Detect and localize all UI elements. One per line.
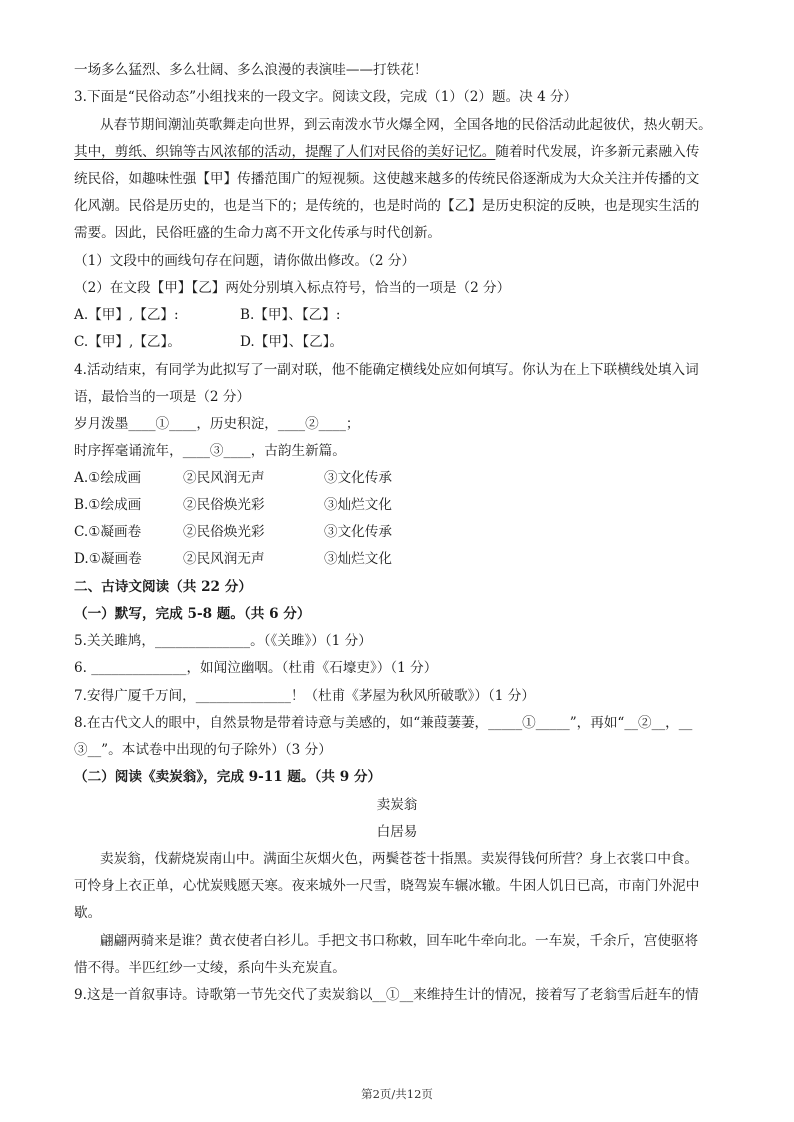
page-footer: 第2页/共12页 xyxy=(361,1087,433,1101)
question-4-stem: 语，最恰当的一项是（2 分） xyxy=(74,389,251,405)
option-d-2: ②民风润无声 xyxy=(183,551,265,567)
question-8: 8.在古代文人的眼中，自然景物是带着诗意与美感的，如“兼葭萋萋，_____①_____”，再如“__②__，__ xyxy=(74,715,693,731)
option-b-3: ③灿烂文化 xyxy=(324,497,392,513)
passage-line: 从春节期间潮汕英歌舞走向世界，到云南泼水节火爆全网，全国各地的民俗活动此起彼伏，热火朝天。 xyxy=(100,117,712,133)
option-d: D.①凝画卷 xyxy=(74,551,142,567)
passage-line: 统民俗，如趣味性强【甲】传播范围广的短视频。这使越来越多的传统民俗逐渐成为大众关注并传播的文 xyxy=(74,171,700,187)
option-a-3: ③文化传承 xyxy=(324,470,392,486)
option-a: A.①绘成画 xyxy=(74,470,142,486)
text-line: 一场多么猛烈、多么壮阔、多么浪漫的表演哇——打铁花！ xyxy=(74,62,428,78)
poem-author: 白居易 xyxy=(376,824,418,840)
option-a-2: ②民风润无声 xyxy=(183,470,265,486)
poem-line: 可怜身上衣正单，心忧炭贱愿天寒。夜来城外一尺雪，晓驾炭车辗冰辙。牛困人饥日已高，市南门外泥中 xyxy=(74,878,700,894)
couplet-line-1: 岁月泼墨____①____，历史积淀，____②____； xyxy=(74,416,360,432)
subsection-heading: （二）阅读《卖炭翁》，完成 9-11 题。（共 9 分） xyxy=(74,769,382,785)
option-c-2: ②民俗焕光彩 xyxy=(183,524,265,540)
poem-line: 惜不得。半匹红纱一丈绫，系向牛头充炭直。 xyxy=(74,960,346,976)
poem-title: 卖炭翁 xyxy=(376,797,418,813)
underlined-sentence: 其中，剪纸、织锦等古风浓郁的活动，提醒了人们对民俗的美好记忆。 xyxy=(74,144,496,160)
option-d-3: ③灿烂文化 xyxy=(324,551,392,567)
passage-line xyxy=(74,142,728,162)
question-3-part-2: （2）在文段【甲】【乙】两处分别填入标点符号，恰当的一项是（2 分） xyxy=(74,280,511,296)
poem-line: 翩翩两骑来是谁？黄衣使者白衫儿。手把文书口称敕，回车叱牛牵向北。一车炭，千余斤，宫使驱将 xyxy=(100,933,699,949)
question-9: 9.这是一首叙事诗。诗歌第一节先交代了卖炭翁以__①__来维持生计的情况，接着写了老翁雪后赶车的情 xyxy=(74,987,699,1003)
option-b: B.①绘成画 xyxy=(74,497,142,513)
question-3-part-1: （1）文段中的画线句存在问题，请你做出修改。（2 分） xyxy=(74,253,416,269)
poem-line: 卖炭翁，伐薪烧炭南山中。满面尘灰烟火色，两鬓苍苍十指黑。卖炭得钱何所营？身上衣裳口中食。 xyxy=(100,851,699,867)
poem-line: 歇。 xyxy=(74,905,102,921)
option-b: B.【甲】、【乙】: xyxy=(240,307,341,323)
option-c: C.①凝画卷 xyxy=(74,524,142,540)
couplet-line-2: 时序挥毫诵流年，____③____，古韵生新篇。 xyxy=(74,443,346,459)
option-d: D.【甲】、【乙】。 xyxy=(240,334,344,350)
section-heading: 二、古诗文阅读（共 22 分） xyxy=(74,579,252,595)
passage-text: 随着时代发展，许多新元素融入传 xyxy=(495,144,700,160)
question-7: 7.安得广厦千万间，______________！（杜甫《茅屋为秋风所破歌》）（1 分） xyxy=(74,688,535,704)
question-6: 6. ______________，如闻泣幽咽。（杜甫《石壕吏》）（1 分） xyxy=(74,660,438,676)
option-b-2: ②民俗焕光彩 xyxy=(183,497,265,513)
option-c-3: ③文化传承 xyxy=(324,524,392,540)
option-a: A.【甲】,【乙】: xyxy=(74,307,179,323)
subsection-heading: （一）默写，完成 5-8 题。（共 6 分） xyxy=(74,606,311,622)
passage-line: 化风潮。民俗是历史的，也是当下的；是传统的，也是时尚的【乙】是历史积淀的反映，也是现实生活的 xyxy=(74,198,700,214)
question-5: 5.关关雎鸠，______________。（《关雎》）（1 分） xyxy=(74,633,372,649)
question-3-stem: 3.下面是“民俗动态”小组找来的一段文字。阅读文段，完成（1）（2）题。决 4 分） xyxy=(74,89,578,105)
question-4-stem: 4.活动结束，有同学为此拟写了一副对联，他不能确定横线处应如何填写。你认为在上下联横线处填入词 xyxy=(74,362,699,378)
option-c: C.【甲】,【乙】。 xyxy=(74,334,181,350)
passage-line: 需要。因此，民俗旺盛的生命力离不开文化传承与时代创新。 xyxy=(74,225,442,241)
question-8-cont: ③__”。本试卷中出现的句子除外）（3 分） xyxy=(74,742,332,758)
